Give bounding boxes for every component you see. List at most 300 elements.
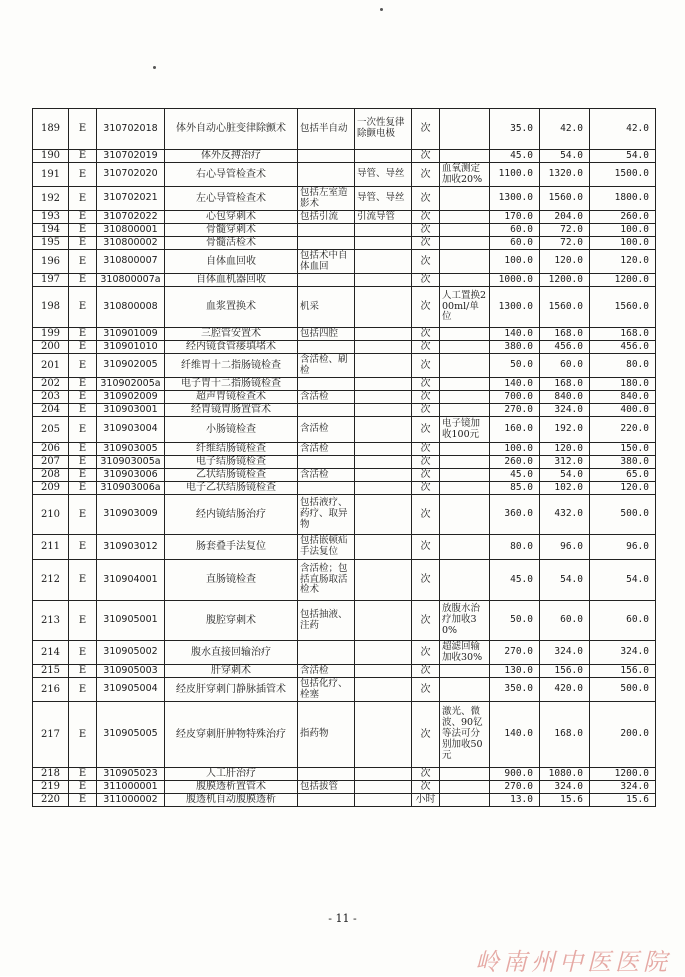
row-unit: 次	[412, 391, 440, 404]
row-category: E	[69, 187, 97, 211]
row-included: 包括半自动	[298, 109, 355, 150]
row-price-1: 100.0	[490, 443, 540, 456]
row-included	[298, 482, 355, 495]
row-name: 经胃镜胃肠置管术	[165, 404, 298, 417]
row-code: 310901010	[97, 341, 165, 354]
row-number: 205	[33, 417, 69, 443]
row-note: 电子镜加收100元	[440, 417, 490, 443]
row-price-3: 54.0	[590, 560, 656, 601]
row-number: 210	[33, 495, 69, 535]
table-row	[33, 535, 656, 560]
row-price-1: 270.0	[490, 404, 540, 417]
row-included: 含活检	[298, 469, 355, 482]
table-row	[33, 378, 656, 391]
fee-table	[32, 108, 656, 807]
scan-speck	[153, 66, 156, 69]
row-number: 204	[33, 404, 69, 417]
row-name: 体外反搏治疗	[165, 150, 298, 163]
row-included: 包括拔管	[298, 781, 355, 794]
row-note	[440, 678, 490, 702]
table-row	[33, 560, 656, 601]
row-price-3: 260.0	[590, 211, 656, 224]
row-excluded	[355, 404, 412, 417]
row-note	[440, 482, 490, 495]
table-row	[33, 456, 656, 469]
row-category: E	[69, 456, 97, 469]
row-price-3: 120.0	[590, 482, 656, 495]
row-category: E	[69, 274, 97, 287]
row-price-1: 350.0	[490, 678, 540, 702]
row-price-1: 50.0	[490, 354, 540, 378]
row-included: 包括化疗、栓塞	[298, 678, 355, 702]
row-price-2: 168.0	[540, 702, 590, 768]
row-number: 207	[33, 456, 69, 469]
row-note	[440, 535, 490, 560]
row-note	[440, 404, 490, 417]
row-unit: 次	[412, 163, 440, 187]
row-number: 211	[33, 535, 69, 560]
row-name: 腹腔穿刺术	[165, 601, 298, 641]
table-row	[33, 768, 656, 781]
row-price-1: 1300.0	[490, 287, 540, 328]
row-excluded	[355, 560, 412, 601]
row-price-3: 150.0	[590, 443, 656, 456]
row-code: 310702022	[97, 211, 165, 224]
row-price-2: 324.0	[540, 641, 590, 665]
table-row	[33, 224, 656, 237]
row-number: 189	[33, 109, 69, 150]
row-unit: 次	[412, 378, 440, 391]
row-number: 216	[33, 678, 69, 702]
row-excluded	[355, 250, 412, 274]
row-price-1: 60.0	[490, 237, 540, 250]
row-price-1: 140.0	[490, 328, 540, 341]
row-code: 310800008	[97, 287, 165, 328]
row-number: 193	[33, 211, 69, 224]
row-price-1: 45.0	[490, 469, 540, 482]
row-price-3: 1200.0	[590, 768, 656, 781]
row-excluded	[355, 641, 412, 665]
row-included: 含活检	[298, 391, 355, 404]
row-excluded	[355, 678, 412, 702]
hospital-watermark: 岭南州中医医院	[475, 948, 671, 976]
table-row	[33, 250, 656, 274]
row-code: 310905005	[97, 702, 165, 768]
row-price-2: 54.0	[540, 469, 590, 482]
row-unit: 次	[412, 641, 440, 665]
row-unit: 次	[412, 250, 440, 274]
row-unit: 次	[412, 535, 440, 560]
row-number: 209	[33, 482, 69, 495]
row-unit: 次	[412, 665, 440, 678]
row-note	[440, 150, 490, 163]
row-category: E	[69, 417, 97, 443]
row-note	[440, 274, 490, 287]
row-note	[440, 250, 490, 274]
row-number: 198	[33, 287, 69, 328]
row-name: 三腔管安置术	[165, 328, 298, 341]
row-included: 包括四腔	[298, 328, 355, 341]
row-category: E	[69, 702, 97, 768]
row-unit: 次	[412, 702, 440, 768]
row-unit: 次	[412, 109, 440, 150]
row-price-1: 270.0	[490, 781, 540, 794]
row-note: 人工置换200ml/单位	[440, 287, 490, 328]
row-excluded	[355, 456, 412, 469]
row-category: E	[69, 287, 97, 328]
row-price-1: 60.0	[490, 224, 540, 237]
row-code: 310905003	[97, 665, 165, 678]
row-name: 小肠镜检查	[165, 417, 298, 443]
row-excluded	[355, 354, 412, 378]
row-price-3: 120.0	[590, 250, 656, 274]
row-code: 310702018	[97, 109, 165, 150]
row-code: 310902009	[97, 391, 165, 404]
row-note	[440, 378, 490, 391]
table-row	[33, 150, 656, 163]
row-price-2: 456.0	[540, 341, 590, 354]
row-included	[298, 163, 355, 187]
row-included: 含活检	[298, 443, 355, 456]
row-name: 自体血机器回收	[165, 274, 298, 287]
row-note	[440, 341, 490, 354]
row-name: 直肠镜检查	[165, 560, 298, 601]
row-price-3: 156.0	[590, 665, 656, 678]
row-excluded	[355, 702, 412, 768]
row-code: 310905002	[97, 641, 165, 665]
row-name: 电子结肠镜检查	[165, 456, 298, 469]
row-excluded	[355, 417, 412, 443]
row-unit: 次	[412, 469, 440, 482]
row-included	[298, 150, 355, 163]
row-price-1: 140.0	[490, 378, 540, 391]
row-name: 经内镜结肠治疗	[165, 495, 298, 535]
row-unit: 次	[412, 417, 440, 443]
row-unit: 次	[412, 211, 440, 224]
row-price-3: 65.0	[590, 469, 656, 482]
row-price-2: 156.0	[540, 665, 590, 678]
row-code: 310903005a	[97, 456, 165, 469]
table-row	[33, 211, 656, 224]
row-note	[440, 794, 490, 807]
row-unit: 次	[412, 404, 440, 417]
row-number: 199	[33, 328, 69, 341]
row-price-1: 900.0	[490, 768, 540, 781]
row-price-2: 324.0	[540, 404, 590, 417]
row-number: 206	[33, 443, 69, 456]
row-price-3: 1560.0	[590, 287, 656, 328]
row-note	[440, 187, 490, 211]
row-name: 腹膜透析置管术	[165, 781, 298, 794]
row-category: E	[69, 601, 97, 641]
row-price-3: 1500.0	[590, 163, 656, 187]
row-price-2: 96.0	[540, 535, 590, 560]
row-price-2: 42.0	[540, 109, 590, 150]
row-category: E	[69, 495, 97, 535]
row-included: 包括左室造影术	[298, 187, 355, 211]
row-category: E	[69, 328, 97, 341]
row-price-1: 80.0	[490, 535, 540, 560]
row-note: 超滤回输加收30%	[440, 641, 490, 665]
row-unit: 次	[412, 456, 440, 469]
row-category: E	[69, 469, 97, 482]
row-price-3: 168.0	[590, 328, 656, 341]
row-code: 310905023	[97, 768, 165, 781]
row-price-2: 1320.0	[540, 163, 590, 187]
row-category: E	[69, 150, 97, 163]
row-name: 超声胃镜检查术	[165, 391, 298, 404]
row-price-1: 45.0	[490, 560, 540, 601]
row-price-1: 260.0	[490, 456, 540, 469]
row-note	[440, 237, 490, 250]
row-name: 肠套叠手法复位	[165, 535, 298, 560]
row-number: 201	[33, 354, 69, 378]
row-unit: 次	[412, 443, 440, 456]
row-price-2: 15.6	[540, 794, 590, 807]
row-note	[440, 224, 490, 237]
row-category: E	[69, 237, 97, 250]
row-code: 310702021	[97, 187, 165, 211]
row-price-2: 102.0	[540, 482, 590, 495]
row-price-3: 15.6	[590, 794, 656, 807]
row-unit: 次	[412, 495, 440, 535]
row-number: 202	[33, 378, 69, 391]
row-price-2: 312.0	[540, 456, 590, 469]
row-price-2: 840.0	[540, 391, 590, 404]
row-number: 217	[33, 702, 69, 768]
row-number: 200	[33, 341, 69, 354]
row-price-1: 360.0	[490, 495, 540, 535]
row-price-3: 500.0	[590, 495, 656, 535]
row-price-3: 200.0	[590, 702, 656, 768]
row-excluded	[355, 443, 412, 456]
row-excluded	[355, 328, 412, 341]
row-included	[298, 341, 355, 354]
row-category: E	[69, 535, 97, 560]
row-included: 包括抽液、注药	[298, 601, 355, 641]
row-name: 血浆置换术	[165, 287, 298, 328]
row-category: E	[69, 404, 97, 417]
row-included: 含活检、刷检	[298, 354, 355, 378]
table-row	[33, 482, 656, 495]
row-included: 包括液疗、药疗、取异物	[298, 495, 355, 535]
row-name: 经皮穿刺肝肿物特殊治疗	[165, 702, 298, 768]
row-price-3: 42.0	[590, 109, 656, 150]
row-included	[298, 274, 355, 287]
row-category: E	[69, 560, 97, 601]
row-code: 310905001	[97, 601, 165, 641]
row-price-3: 96.0	[590, 535, 656, 560]
row-number: 214	[33, 641, 69, 665]
table-row	[33, 287, 656, 328]
row-name: 经皮肝穿刺门静脉插管术	[165, 678, 298, 702]
row-code: 310800001	[97, 224, 165, 237]
row-included	[298, 794, 355, 807]
row-included	[298, 378, 355, 391]
row-included: 指药物	[298, 702, 355, 768]
table-row	[33, 781, 656, 794]
row-excluded	[355, 341, 412, 354]
row-unit: 次	[412, 328, 440, 341]
table-row	[33, 328, 656, 341]
row-number: 208	[33, 469, 69, 482]
table-row	[33, 404, 656, 417]
table-row	[33, 678, 656, 702]
row-category: E	[69, 794, 97, 807]
row-excluded: 导管、导丝	[355, 187, 412, 211]
fee-table-body	[33, 109, 656, 807]
table-row	[33, 274, 656, 287]
row-excluded	[355, 495, 412, 535]
row-price-2: 72.0	[540, 224, 590, 237]
row-name: 骨髓活检术	[165, 237, 298, 250]
row-price-2: 1080.0	[540, 768, 590, 781]
row-excluded	[355, 237, 412, 250]
row-category: E	[69, 354, 97, 378]
table-row	[33, 641, 656, 665]
row-included: 机采	[298, 287, 355, 328]
row-number: 196	[33, 250, 69, 274]
row-unit: 次	[412, 678, 440, 702]
table-row	[33, 163, 656, 187]
row-price-2: 432.0	[540, 495, 590, 535]
row-excluded	[355, 768, 412, 781]
row-category: E	[69, 391, 97, 404]
row-code: 310903001	[97, 404, 165, 417]
row-price-2: 1560.0	[540, 187, 590, 211]
row-price-2: 324.0	[540, 781, 590, 794]
row-number: 213	[33, 601, 69, 641]
table-row	[33, 187, 656, 211]
row-price-1: 130.0	[490, 665, 540, 678]
row-name: 左心导管检查术	[165, 187, 298, 211]
table-row	[33, 109, 656, 150]
row-included: 包括嵌顿疝手法复位	[298, 535, 355, 560]
row-unit: 次	[412, 341, 440, 354]
row-note	[440, 443, 490, 456]
row-price-1: 45.0	[490, 150, 540, 163]
row-category: E	[69, 768, 97, 781]
row-note	[440, 456, 490, 469]
row-price-3: 840.0	[590, 391, 656, 404]
row-price-2: 72.0	[540, 237, 590, 250]
row-number: 192	[33, 187, 69, 211]
row-code: 311000002	[97, 794, 165, 807]
row-price-1: 170.0	[490, 211, 540, 224]
row-included	[298, 456, 355, 469]
row-price-3: 400.0	[590, 404, 656, 417]
row-name: 纤维胃十二指肠镜检查	[165, 354, 298, 378]
row-price-1: 1300.0	[490, 187, 540, 211]
row-unit: 次	[412, 781, 440, 794]
row-note: 血氧测定加收20%	[440, 163, 490, 187]
row-price-3: 380.0	[590, 456, 656, 469]
row-excluded: 一次性复律除颤电极	[355, 109, 412, 150]
row-included	[298, 224, 355, 237]
row-price-3: 220.0	[590, 417, 656, 443]
row-name: 腹透机自动腹膜透析	[165, 794, 298, 807]
row-code: 310903006a	[97, 482, 165, 495]
row-code: 310800007a	[97, 274, 165, 287]
row-excluded	[355, 781, 412, 794]
row-category: E	[69, 378, 97, 391]
row-name: 腹水直接回输治疗	[165, 641, 298, 665]
row-category: E	[69, 211, 97, 224]
row-category: E	[69, 678, 97, 702]
row-note	[440, 768, 490, 781]
row-code: 310905004	[97, 678, 165, 702]
row-note	[440, 211, 490, 224]
row-category: E	[69, 224, 97, 237]
row-name: 心包穿刺术	[165, 211, 298, 224]
row-code: 310903009	[97, 495, 165, 535]
row-note: 放腹水治疗加收30%	[440, 601, 490, 641]
row-name: 自体血回收	[165, 250, 298, 274]
row-code: 310903004	[97, 417, 165, 443]
row-code: 310800002	[97, 237, 165, 250]
row-price-2: 168.0	[540, 328, 590, 341]
table-row	[33, 237, 656, 250]
row-unit: 次	[412, 237, 440, 250]
row-code: 310904001	[97, 560, 165, 601]
row-unit: 次	[412, 287, 440, 328]
row-excluded	[355, 224, 412, 237]
table-row	[33, 469, 656, 482]
row-price-2: 120.0	[540, 443, 590, 456]
row-number: 218	[33, 768, 69, 781]
row-unit: 次	[412, 482, 440, 495]
row-price-1: 160.0	[490, 417, 540, 443]
row-price-2: 204.0	[540, 211, 590, 224]
row-number: 191	[33, 163, 69, 187]
table-row	[33, 601, 656, 641]
row-number: 212	[33, 560, 69, 601]
table-row	[33, 354, 656, 378]
row-note	[440, 469, 490, 482]
row-included: 包括引流	[298, 211, 355, 224]
row-unit: 次	[412, 560, 440, 601]
row-price-3: 324.0	[590, 641, 656, 665]
row-price-2: 60.0	[540, 354, 590, 378]
row-price-2: 54.0	[540, 150, 590, 163]
row-included: 包括术中自体血回	[298, 250, 355, 274]
row-category: E	[69, 482, 97, 495]
row-number: 195	[33, 237, 69, 250]
table-row	[33, 443, 656, 456]
row-price-3: 54.0	[590, 150, 656, 163]
row-excluded	[355, 665, 412, 678]
row-price-2: 1200.0	[540, 274, 590, 287]
row-price-3: 456.0	[590, 341, 656, 354]
table-row	[33, 794, 656, 807]
table-row	[33, 665, 656, 678]
row-note: 激光、微波、90钇等法可分别加收50元	[440, 702, 490, 768]
row-note	[440, 109, 490, 150]
row-number: 203	[33, 391, 69, 404]
row-price-2: 60.0	[540, 601, 590, 641]
row-name: 肝穿刺术	[165, 665, 298, 678]
row-price-3: 500.0	[590, 678, 656, 702]
row-excluded	[355, 535, 412, 560]
row-unit: 次	[412, 601, 440, 641]
row-name: 电子胃十二指肠镜检查	[165, 378, 298, 391]
row-excluded	[355, 794, 412, 807]
row-category: E	[69, 109, 97, 150]
table-row	[33, 702, 656, 768]
row-category: E	[69, 250, 97, 274]
table-row	[33, 495, 656, 535]
row-included	[298, 768, 355, 781]
